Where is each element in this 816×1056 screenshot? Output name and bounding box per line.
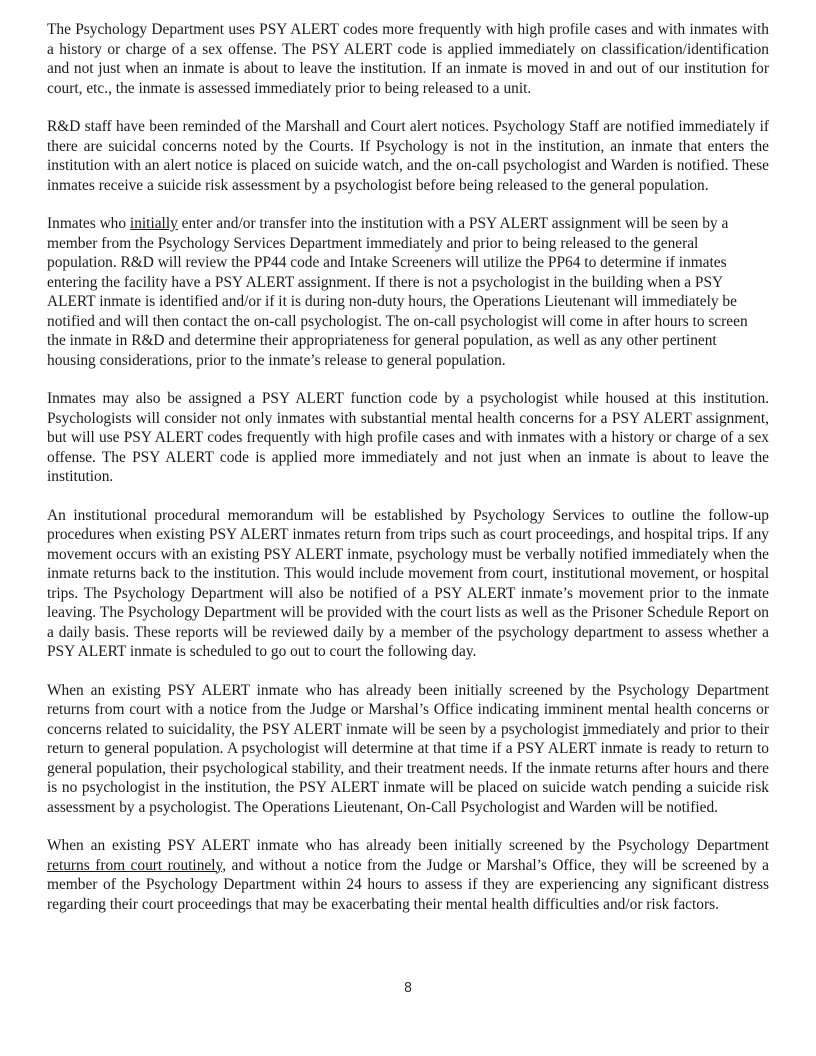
paragraph-court-return-with-notice-lead: When an existing PSY ALERT inmate who has already been initially screened by the Psychology Department returns from court with a notice from the Judge or Marshal’s Office indicating imminent mental health concerns or concerns related to suicidality, the PSY ALERT inmate will be seen by a psychologist — [47, 681, 769, 738]
paragraph-initial-entry-body: enter and/or transfer into the institution with a PSY ALERT assignment will be seen by a member from the Psychology Services Department immediately and prior to being released to the general population. R&D will review the PP44 code and Intake Screeners will utilize the PP64 to determine if inmates entering the facility have a PSY ALERT assignment. If there is not a psychologist in the building when a PSY ALERT inmate is identified and/or if it is during non-duty hours, the Operations Lieutenant will immediately be notified and will then contact the on-call psychologist. The on-call psychologist will come in after hours to screen the inmate in R&D and determine their appropriateness for general population, as well as any other pertinent housing considerations, prior to the inmate’s release to general population. — [47, 215, 748, 369]
paragraph-procedural-memorandum: An institutional procedural memorandum will be established by Psychology Services to outline the follow-up procedures when existing PSY ALERT inmates return from trips such as court proceedings, and hospital trips. If any movement occurs with an existing PSY ALERT inmate, psychology must be verbally notified immediately when the inmate returns back to the institution. This would include movement from court, institutional movement, or hospital trips. The Psychology Department will also be notified of a PSY ALERT inmate’s movement prior to the inmate leaving. The Psychology Department will be provided with the court lists as well as the Prisoner Schedule Report on a daily basis. These reports will be reviewed daily by a member of the psychology department to assess whether a PSY ALERT inmate is scheduled to go out to court the following day. — [47, 506, 769, 660]
paragraph-court-return-routine-body: , and without a notice from the Judge or Marshal’s Office, they will be screened by a member of the Psychology Department within 24 hours to assess if they are experiencing any significant distress regarding their court proceedings that may be exacerbating their mental health difficulties and/or risk factors. — [47, 856, 769, 913]
paragraph-initial-entry — [47, 214, 769, 370]
paragraph-court-return-routine — [47, 836, 769, 914]
paragraph-court-return-with-notice-body: mmediately and prior to their return to general population. A psychologist will determine at that time if a PSY ALERT inmate is ready to return to general population, their psychological stability, and their treatment needs. If the inmate returns after hours and there is no psychologist in the institution, the PSY ALERT inmate will be placed on suicide watch pending a suicide risk assessment by a psychologist. The Operations Lieutenant, On-Call Psychologist and Warden will be notified. — [47, 720, 770, 816]
paragraph-rd-staff-alert-notices: R&D staff have been reminded of the Marshall and Court alert notices. Psychology Staff are notified immediately if there are suicidal concerns noted by the Courts. If Psychology is not in the institution, an inmate that enters the institution with an alert notice is placed on suicide watch, and the on-call psychologist and Warden is notified. These inmates receive a suicide risk assessment by a psychologist before being released to the general population. — [47, 118, 769, 194]
paragraph-court-return-with-notice — [47, 681, 769, 818]
page-number: 8 — [403, 981, 413, 996]
underlined-initially: initially — [129, 215, 178, 232]
paragraph-initial-entry-lead: Inmates who — [47, 215, 130, 232]
paragraph-function-code-assignment: Inmates may also be assigned a PSY ALERT function code by a psychologist while housed at this institution. Psychologists will consider not only inmates with substantial mental health concerns for a PSY ALERT assignment, but will use PSY ALERT codes frequently with high profile cases and with inmates with a history or charge of a sex offense. The PSY ALERT code is applied more immediately and not just when an inmate is about to leave the institution. — [47, 390, 769, 485]
document-body — [47, 20, 769, 933]
underlined-i: i — [582, 720, 588, 738]
paragraph-psy-alert-usage: The Psychology Department uses PSY ALERT codes more frequently with high profile cases and with inmates with a history or charge of a sex offense. The PSY ALERT code is applied immediately on classification/identification and not just when an inmate is about to leave the institution. If an inmate is moved in and out of our institution for court, etc., the inmate is assessed immediately prior to being released to a unit. — [47, 21, 769, 97]
underlined-returns-from-court-routinely: returns from court routinely — [47, 856, 223, 874]
paragraph-court-return-routine-lead: When an existing PSY ALERT inmate who has already been initially screened by the Psychology Department — [47, 837, 769, 854]
